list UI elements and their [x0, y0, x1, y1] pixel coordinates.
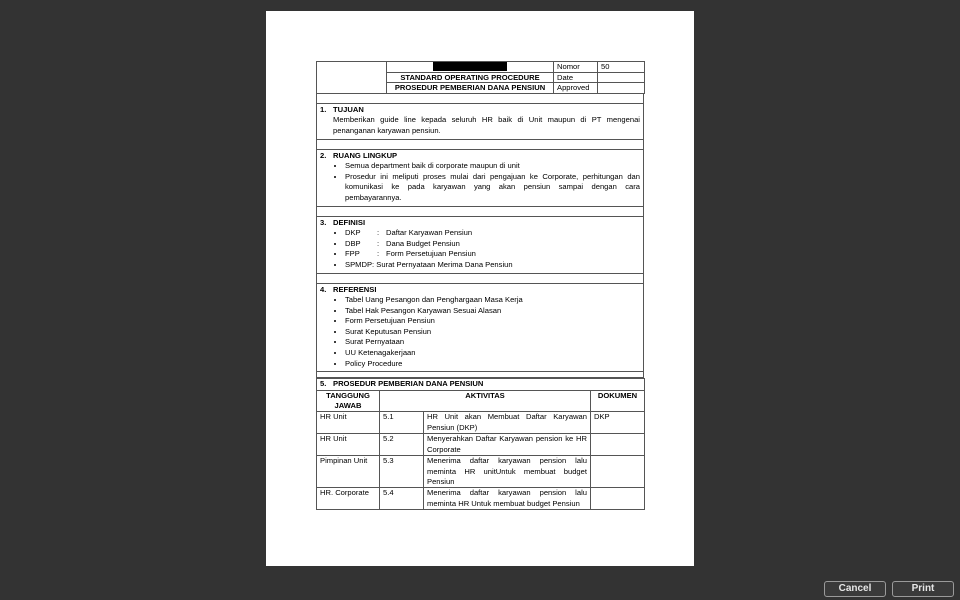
section-text: Memberikan guide line kepada seluruh HR baik di Unit maupun di PT mengenai penanganan karyawan pensiun.	[333, 115, 640, 135]
cell-step: 5.2	[380, 434, 424, 456]
list-item: • Policy Procedure	[345, 359, 640, 370]
section-heading: 2. RUANG LINGKUP	[320, 150, 398, 160]
section-definisi	[316, 217, 644, 274]
column-header-responsible: TANGGUNG JAWAB	[317, 390, 380, 412]
section-referensi	[316, 284, 644, 373]
list-item: • FPP : Form Persetujuan Pensiun	[345, 249, 640, 260]
cell-step: 5.1	[380, 412, 424, 434]
nomor-value: 50	[598, 62, 645, 73]
column-header-activity: AKTIVITAS	[380, 390, 591, 412]
nomor-label: Nomor	[554, 62, 598, 73]
list-item: • UU Ketenagakerjaan	[345, 348, 640, 359]
list-item: • Tabel Uang Pesangon dan Penghargaan Masa Kerja	[345, 295, 640, 306]
document-title: PROSEDUR PEMBERIAN DANA PENSIUN	[387, 83, 554, 94]
cell-step: 5.3	[380, 456, 424, 488]
section-heading: 5. PROSEDUR PEMBERIAN DANA PENSIUN	[317, 379, 645, 390]
list-item: • Surat Keputusan Pensiun	[345, 327, 640, 338]
list-item: • Prosedur ini meliputi proses mulai dari pengajuan ke Corporate, perhitungan dan komunikasi ke pada karyawan yang akan pensiun sampai dengan cara pembayarannya.	[345, 172, 640, 204]
list-item: • Surat Pernyataan	[345, 337, 640, 348]
reference-list	[320, 295, 640, 369]
cell-document	[591, 488, 645, 510]
spacer	[316, 94, 644, 104]
section-heading: 4. REFERENSI	[320, 284, 377, 294]
spacer	[316, 274, 644, 284]
sop-header-table	[316, 61, 645, 94]
cell-step: 5.4	[380, 488, 424, 510]
procedure-table	[316, 378, 645, 510]
section-tujuan	[316, 104, 644, 140]
section-heading: 3. DEFINISI	[320, 217, 366, 227]
cell-responsible: HR. Corporate	[317, 488, 380, 510]
cell-document	[591, 434, 645, 456]
table-row	[317, 412, 645, 434]
cell-activity: Menerima daftar karyawan pension lalu meminta HR unitUntuk membuat budget Pensiun	[424, 456, 591, 488]
cell-document	[591, 456, 645, 488]
section-heading: 1. TUJUAN	[320, 104, 364, 114]
spacer	[316, 140, 644, 150]
list-item: • Semua department baik di corporate maupun di unit	[345, 161, 640, 172]
document-page	[266, 11, 694, 566]
list-item: • DKP : Daftar Karyawan Pensiun	[345, 228, 640, 239]
table-row	[317, 488, 645, 510]
print-button[interactable]: Print	[892, 581, 954, 597]
table-row	[317, 434, 645, 456]
definition-list	[320, 228, 640, 270]
date-value	[598, 72, 645, 83]
approved-label: Approved	[554, 83, 598, 94]
date-label: Date	[554, 72, 598, 83]
column-header-document: DOKUMEN	[591, 390, 645, 412]
approved-value	[598, 83, 645, 94]
logo-cell	[317, 62, 387, 94]
cell-responsible: Pimpinan Unit	[317, 456, 380, 488]
cancel-button[interactable]: Cancel	[824, 581, 886, 597]
section-ruang-lingkup	[316, 150, 644, 207]
cell-activity: HR Unit akan Membuat Daftar Karyawan Pensiun (DKP)	[424, 412, 591, 434]
spacer	[316, 207, 644, 217]
redacted-company-name	[387, 62, 554, 73]
list-item: • SPMDP: Surat Pernyataan Merima Dana Pensiun	[345, 260, 640, 271]
cell-activity: Menerima daftar karyawan pension lalu meminta HR Untuk membuat budget Pensiun	[424, 488, 591, 510]
list-item: • Tabel Hak Pesangon Karyawan Sesuai Alasan	[345, 306, 640, 317]
table-row	[317, 456, 645, 488]
sop-title: STANDARD OPERATING PROCEDURE	[387, 72, 554, 83]
cell-document: DKP	[591, 412, 645, 434]
cell-responsible: HR Unit	[317, 434, 380, 456]
list-item: • Form Persetujuan Pensiun	[345, 316, 640, 327]
list-item: • DBP : Dana Budget Pensiun	[345, 239, 640, 250]
sop-document	[316, 61, 644, 510]
scope-list	[320, 161, 640, 203]
cell-responsible: HR Unit	[317, 412, 380, 434]
cell-activity: Menyerahkan Daftar Karyawan pension ke HR Corporate	[424, 434, 591, 456]
